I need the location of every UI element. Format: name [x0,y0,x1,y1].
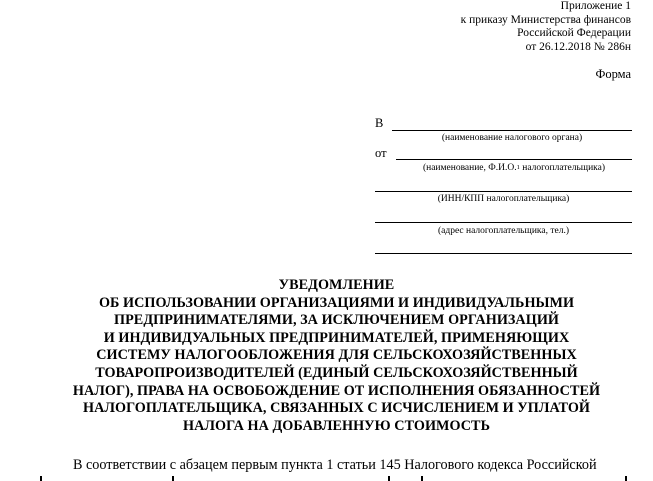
taxpayer-name-field[interactable] [396,159,632,160]
title-line: СИСТЕМУ НАЛОГООБЛОЖЕНИЯ ДЛЯ СЕЛЬСКОХОЗЯЙСТВЕННЫХ [96,347,577,364]
form-label: Форма [595,67,631,81]
appendix-line: Российской Федерации [517,27,631,39]
from-prefix: от [375,146,387,160]
title-line: УВЕДОМЛЕНИЕ [278,277,395,293]
address-hint: (адрес налогоплательщика, тел.) [437,226,569,236]
tax-authority-field[interactable] [392,130,632,131]
to-prefix: В [375,116,384,130]
title-line: И ИНДИВИДУАЛЬНЫХ ПРЕДПРИНИМАТЕЛЕЙ, ПРИМЕНЯЮЩИХ [103,329,570,346]
taxpayer-name-hint-tail: налогоплательщика) [519,163,606,173]
title-line: НАЛОГОПЛАТЕЛЬЩИКА, СВЯЗАННЫХ С ИСЧИСЛЕНИЕМ И УПЛАТОЙ [82,400,591,417]
title-line: ПРЕДПРИНИМАТЕЛЯМИ, ЗА ИСКЛЮЧЕНИЕМ ОРГАНИЗАЦИЙ [114,312,559,329]
address-field[interactable] [375,222,632,223]
body-paragraph: В соответствии с абзацем первым пункта 1 статьи 145 Налогового кодекса Российской [73,457,597,473]
title-line: ТОВАРОПРОИЗВОДИТЕЛЕЙ (ЕДИНЫЙ СЕЛЬСКОХОЗЯЙСТВЕННЫЙ [95,364,578,381]
document-title [40,277,633,435]
inn-kpp-hint: (ИНН/КПП налогоплательщика) [437,194,570,204]
tax-authority-hint: (наименование налогового органа) [441,133,583,143]
taxpayer-name-hint [396,163,632,174]
appendix-line: Приложение 1 [560,0,631,12]
appendix-line: от 26.12.2018 № 286н [525,40,631,53]
appendix-line: к приказу Министерства финансов [460,13,631,26]
inn-kpp-field[interactable] [375,191,632,192]
title-line: НАЛОГА НА ДОБАВЛЕННУЮ СТОИМОСТЬ [182,417,490,434]
appendix-reference [461,0,631,54]
footnote-marker: 1 [516,164,520,171]
clipped-text-line [36,476,636,481]
title-line: ОБ ИСПОЛЬЗОВАНИИ ОРГАНИЗАЦИЯМИ И ИНДИВИДУАЛЬНЫМИ [98,294,575,311]
taxpayer-name-hint-text: (наименование, Ф.И.О. [422,163,517,173]
title-line: НАЛОГ), ПРАВА НА ОСВОБОЖДЕНИЕ ОТ ИСПОЛНЕНИЯ ОБЯЗАННОСТЕЙ [72,382,601,399]
address-field-extra-line[interactable] [375,253,632,254]
